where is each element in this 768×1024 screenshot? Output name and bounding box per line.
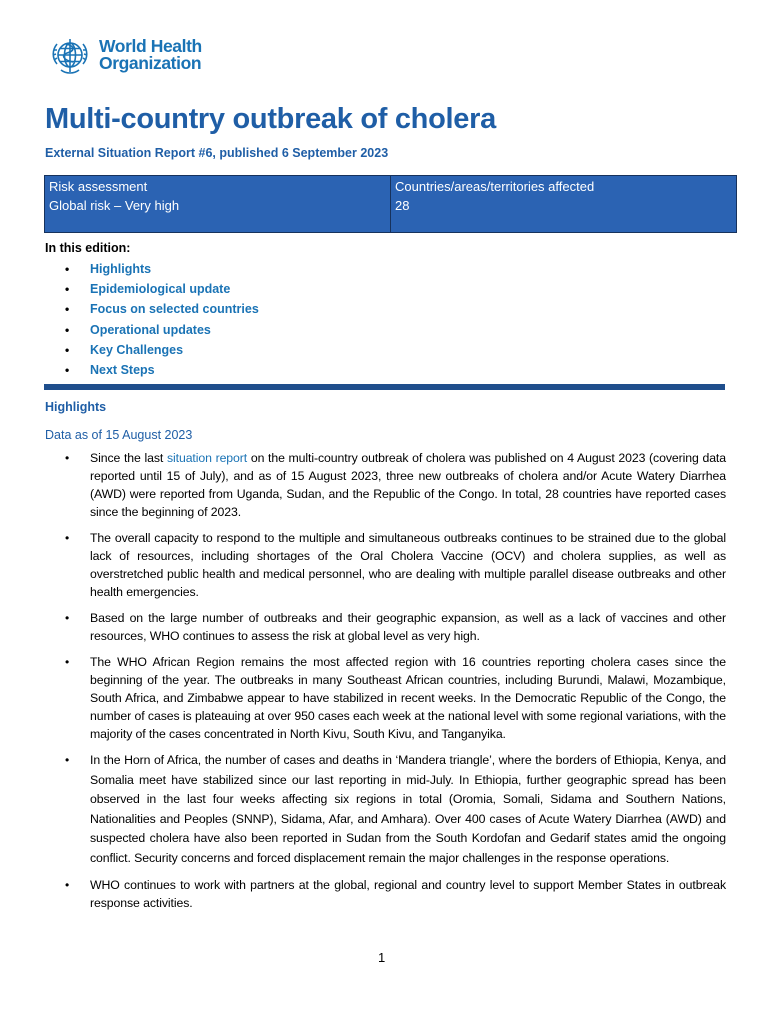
section-divider: [44, 384, 725, 390]
data-date-subheading: Data as of 15 August 2023: [45, 428, 193, 442]
edition-heading: In this edition:: [45, 241, 131, 255]
risk-assessment-cell: [45, 176, 390, 232]
list-item: • In the Horn of Africa, the number of cases and deaths in ‘Mandera triangle’, where the borders of Ethiopia, Kenya, and Somalia meet have stabilized since our last reporting in mid-July. In Ethiopia, further geographic spread has been observed in the last four weeks affecting six regions in total (Oromia, Somali, Sidama and Southern Nations, Nationalities and Peoples (SNNP), Sidama, Afar, and Amhara). Over 400 cases of Acute Watery Diarrhea (AWD) and suspected cholera have also been reported in Sudan from the South Kordofan and Gedarif states amid the ongoing conflict. Security concerns and forced displacement remain the major challenges in the response operations.: [65, 753, 726, 865]
countries-affected-value: 28: [395, 198, 410, 213]
who-logo: [47, 31, 202, 79]
toc-item[interactable]: • Next Steps: [65, 363, 155, 378]
list-item: • Since the last situation report on the multi-country outbreak of cholera was published on 4 August 2023 (covering data reported until 15 of July), and as of 15 August 2023, three new outbreaks of cholera and/or Acute Watery Diarrhea (AWD) were reported from Uganda, Sudan, and the Republic of the Congo. In total, 28 countries have reported cases since the beginning of 2023.: [65, 451, 726, 519]
list-item: • The overall capacity to respond to the multiple and simultaneous outbreaks continues to be strained due to the global lack of resources, including shortages of the Oral Cholera Vaccine (OCV) and cholera supplies, as well as overstretched public health and medical personnel, who are dealing with multiple parallel disease outbreaks and other health emergencies.: [65, 531, 726, 599]
list-item: • The WHO African Region remains the most affected region with 16 countries reporting cholera cases since the beginning of the year. The outbreaks in many Southeast African countries, including Burundi, Malawi, Mozambique, South Africa, and Zimbabwe appear to have stabilized in recent weeks. In the Democratic Republic of the Congo, the number of cases is plateauing at over 950 cases each week at the national level with some regional variations, with the majority of the cases concentrated in North Kivu, South Kivu, and Tanganyika.: [65, 655, 726, 741]
toc-link-highlights[interactable]: Highlights: [90, 262, 152, 277]
toc-item[interactable]: • Focus on selected countries: [65, 302, 259, 317]
situation-report-link[interactable]: situation report: [166, 451, 248, 465]
risk-assessment-value: Global risk – Very high: [49, 198, 180, 213]
risk-assessment-label: Risk assessment: [49, 179, 148, 194]
toc-link-epidemiological-update[interactable]: Epidemiological update: [90, 282, 231, 297]
page-title: Multi-country outbreak of cholera: [45, 103, 496, 135]
who-emblem-icon: [47, 32, 93, 78]
toc-link-key-challenges[interactable]: Key Challenges: [90, 342, 184, 357]
toc-item[interactable]: • Epidemiological update: [65, 282, 231, 297]
risk-summary-box: [44, 175, 737, 233]
report-subtitle: External Situation Report #6, published 6 September 2023: [45, 146, 389, 160]
list-item: • WHO continues to work with partners at the global, regional and country level to support Member States in outbreak response activities.: [65, 878, 726, 910]
logo-line-1: World Health: [99, 36, 202, 56]
toc-link-next-steps[interactable]: Next Steps: [90, 363, 155, 378]
toc-item[interactable]: • Key Challenges: [65, 342, 184, 357]
countries-affected-cell: [390, 176, 736, 232]
countries-affected-label: Countries/areas/territories affected: [395, 179, 595, 194]
toc-link-operational-updates[interactable]: Operational updates: [90, 322, 211, 337]
highlights-heading: Highlights: [45, 400, 107, 414]
page-number: 1: [378, 950, 386, 965]
toc-item[interactable]: • Highlights: [65, 262, 152, 277]
toc-item[interactable]: • Operational updates: [65, 322, 211, 337]
toc-link-focus-countries[interactable]: Focus on selected countries: [90, 302, 259, 317]
who-logo-text: [99, 38, 202, 72]
table-of-contents: [65, 259, 259, 380]
list-item: • Based on the large number of outbreaks and their geographic expansion, as well as a lack of vaccines and other resources, WHO continues to assess the risk at global level as very high.: [65, 611, 726, 643]
highlights-list: [65, 449, 726, 920]
logo-line-2: Organization: [99, 53, 202, 73]
